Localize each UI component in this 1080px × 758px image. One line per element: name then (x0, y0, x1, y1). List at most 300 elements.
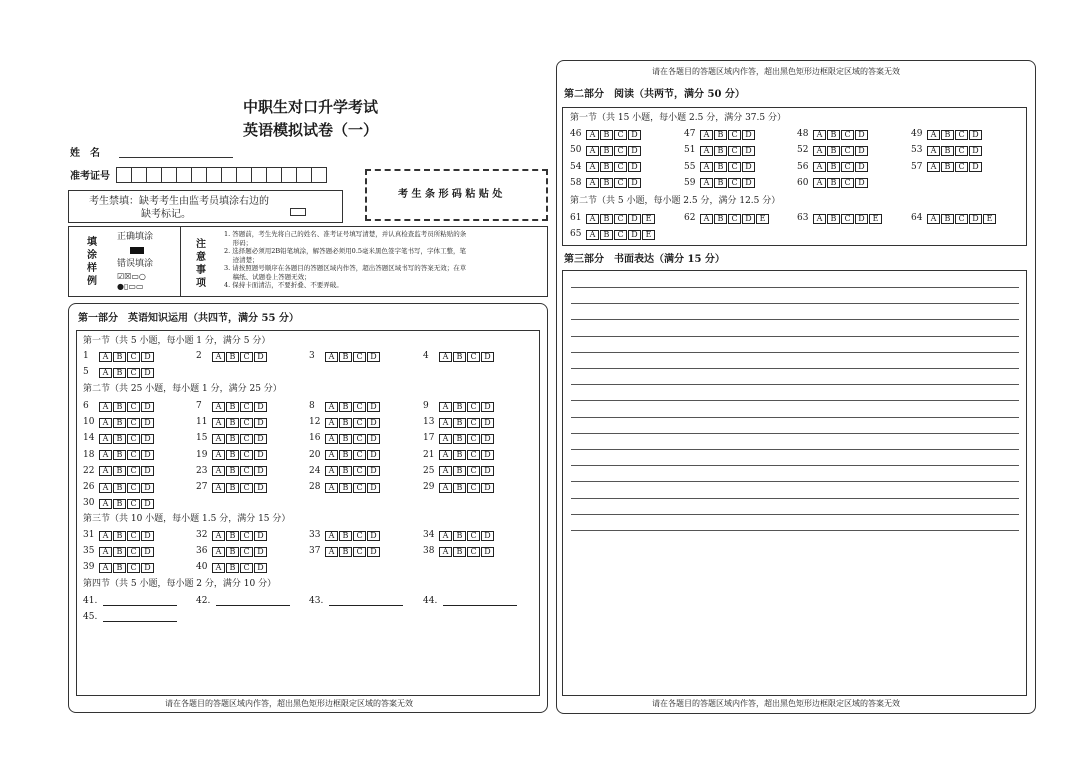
answer-option-b[interactable]: B (453, 352, 466, 362)
answer-option-c[interactable]: C (240, 547, 253, 557)
answer-option-d[interactable]: D (367, 352, 380, 362)
question-number: 17 (423, 433, 435, 444)
answer-option-a[interactable]: A (325, 352, 338, 362)
answer-option-a[interactable]: A (927, 146, 940, 156)
question-53 (911, 145, 983, 156)
answer-option-a[interactable]: A (813, 146, 826, 156)
answer-option-d[interactable]: D (628, 214, 641, 224)
answer-option-b[interactable]: B (113, 402, 126, 412)
answer-option-b[interactable]: B (600, 214, 613, 224)
answer-option-c[interactable]: C (353, 418, 366, 428)
answer-option-a[interactable]: A (586, 230, 599, 240)
answer-option-a[interactable]: A (212, 466, 225, 476)
answer-option-a[interactable]: A (586, 162, 599, 172)
answer-option-d[interactable]: D (481, 450, 494, 460)
answer-option-d[interactable]: D (481, 466, 494, 476)
answer-option-d[interactable]: D (141, 418, 154, 428)
answer-option-c[interactable]: C (240, 531, 253, 541)
question-8 (309, 401, 381, 412)
answer-option-c[interactable]: C (240, 352, 253, 362)
answer-option-b[interactable]: B (113, 466, 126, 476)
answer-option-a[interactable]: A (99, 434, 112, 444)
answer-option-a[interactable]: A (99, 402, 112, 412)
answer-option-d[interactable]: D (481, 483, 494, 493)
question-55 (684, 162, 756, 173)
answer-option-d[interactable]: D (969, 214, 982, 224)
answer-option-b[interactable]: B (113, 563, 126, 573)
answer-option-d[interactable]: D (628, 130, 641, 140)
answer-option-a[interactable]: A (700, 162, 713, 172)
question-40 (196, 562, 268, 573)
answer-option-d[interactable]: D (628, 146, 641, 156)
answer-option-d[interactable]: D (254, 483, 267, 493)
question-number: 58 (570, 177, 582, 188)
question-33 (309, 530, 381, 541)
answer-option-c[interactable]: C (467, 531, 480, 541)
answer-option-b[interactable]: B (453, 450, 466, 460)
answer-option-c[interactable]: C (127, 466, 140, 476)
answer-option-a[interactable]: A (586, 130, 599, 140)
answer-option-c[interactable]: C (467, 547, 480, 557)
answer-option-c[interactable]: C (127, 563, 140, 573)
answer-blank[interactable] (329, 597, 403, 606)
question-30 (83, 498, 155, 509)
answer-option-c[interactable]: C (127, 531, 140, 541)
part1-s3-title: 第三节（共 10 小题，每小题 1.5 分，满分 15 分） (83, 514, 291, 524)
part2-s2-title: 第二节（共 5 小题，每小题 2.5 分，满分 12.5 分） (570, 196, 781, 206)
question-number: 61 (570, 213, 582, 223)
answer-option-d[interactable]: D (141, 368, 154, 378)
answer-option-b[interactable]: B (714, 214, 727, 224)
answer-option-b[interactable]: B (226, 450, 239, 460)
answer-option-b[interactable]: B (226, 418, 239, 428)
answer-option-d[interactable]: D (141, 450, 154, 460)
answer-option-d[interactable]: D (367, 402, 380, 412)
question-22 (83, 466, 155, 477)
absent-mark-box[interactable] (290, 208, 306, 216)
answer-option-b[interactable]: B (339, 352, 352, 362)
question-number: 16 (309, 433, 321, 444)
answer-option-c[interactable]: C (728, 162, 741, 172)
answer-option-a[interactable]: A (700, 214, 713, 224)
answer-option-b[interactable]: B (113, 368, 126, 378)
answer-option-b[interactable]: B (339, 434, 352, 444)
answer-option-d[interactable]: D (141, 483, 154, 493)
answer-option-c[interactable]: C (614, 214, 627, 224)
answer-option-c[interactable]: C (127, 547, 140, 557)
answer-option-a[interactable]: A (700, 146, 713, 156)
answer-option-d[interactable]: D (367, 434, 380, 444)
answer-option-b[interactable]: B (714, 162, 727, 172)
answer-option-a[interactable]: A (325, 531, 338, 541)
answer-option-a[interactable]: A (927, 214, 940, 224)
answer-option-b[interactable]: B (113, 450, 126, 460)
answer-option-d[interactable]: D (969, 162, 982, 172)
answer-option-b[interactable]: B (453, 531, 466, 541)
answer-option-c[interactable]: C (467, 402, 480, 412)
answer-option-d[interactable]: D (742, 146, 755, 156)
answer-option-a[interactable]: A (700, 130, 713, 140)
answer-option-b[interactable]: B (453, 434, 466, 444)
answer-option-a[interactable]: A (927, 162, 940, 172)
answer-option-a[interactable]: A (99, 483, 112, 493)
answer-option-c[interactable]: C (353, 483, 366, 493)
answer-option-d[interactable]: D (254, 531, 267, 541)
question-62 (684, 213, 770, 224)
answer-option-c[interactable]: C (127, 434, 140, 444)
answer-option-c[interactable]: C (614, 162, 627, 172)
answer-option-b[interactable]: B (600, 178, 613, 188)
answer-option-c[interactable]: C (614, 230, 627, 240)
answer-option-b[interactable]: B (827, 130, 840, 140)
answer-option-a[interactable]: A (212, 402, 225, 412)
answer-option-c[interactable]: C (841, 130, 854, 140)
answer-option-b[interactable]: B (113, 418, 126, 428)
answer-option-a[interactable]: A (212, 352, 225, 362)
answer-option-c[interactable]: C (127, 352, 140, 362)
answer-option-c[interactable]: C (353, 352, 366, 362)
answer-option-c[interactable]: C (353, 531, 366, 541)
question-1 (83, 351, 155, 362)
answer-option-d[interactable]: D (481, 352, 494, 362)
answer-option-d[interactable]: D (969, 130, 982, 140)
answer-option-d[interactable]: D (855, 162, 868, 172)
answer-option-b[interactable]: B (453, 547, 466, 557)
answer-option-b[interactable]: B (827, 178, 840, 188)
answer-option-d[interactable]: D (742, 130, 755, 140)
question-number: 46 (570, 129, 582, 139)
answer-option-a[interactable]: A (439, 352, 452, 362)
answer-option-b[interactable]: B (600, 230, 613, 240)
answer-option-b[interactable]: B (113, 483, 126, 493)
fill-in-question-42 (196, 596, 290, 607)
answer-option-c[interactable]: C (127, 418, 140, 428)
answer-option-b[interactable]: B (453, 402, 466, 412)
answer-option-c[interactable]: C (127, 402, 140, 412)
correct-fill-label: 正确填涂 (117, 232, 154, 242)
answer-option-d[interactable]: D (254, 547, 267, 557)
answer-option-b[interactable]: B (941, 130, 954, 140)
answer-option-c[interactable]: C (728, 130, 741, 140)
writing-line (571, 449, 1019, 450)
answer-option-c[interactable]: C (127, 368, 140, 378)
question-number: 62 (684, 213, 696, 223)
answer-option-c[interactable]: C (240, 450, 253, 460)
answer-option-e[interactable]: E (869, 214, 882, 224)
answer-option-b[interactable]: B (600, 130, 613, 140)
writing-line (571, 303, 1019, 304)
question-37 (309, 546, 381, 557)
answer-option-a[interactable]: A (439, 402, 452, 412)
answer-blank[interactable] (103, 613, 177, 622)
question-26 (83, 482, 155, 493)
question-number: 40 (196, 562, 208, 573)
answer-option-a[interactable]: A (439, 418, 452, 428)
answer-option-d[interactable]: D (254, 418, 267, 428)
answer-option-b[interactable]: B (339, 402, 352, 412)
answer-option-c[interactable]: C (467, 418, 480, 428)
answer-option-b[interactable]: B (226, 531, 239, 541)
answer-option-c[interactable]: C (841, 146, 854, 156)
answer-option-b[interactable]: B (339, 418, 352, 428)
answer-option-a[interactable]: A (99, 368, 112, 378)
answer-option-a[interactable]: A (212, 450, 225, 460)
answer-option-d[interactable]: D (742, 162, 755, 172)
answer-option-d[interactable]: D (855, 214, 868, 224)
question-number: 44. (423, 596, 438, 606)
answer-option-c[interactable]: C (353, 434, 366, 444)
answer-option-b[interactable]: B (714, 146, 727, 156)
correct-fill-mark (130, 247, 144, 254)
answer-option-c[interactable]: C (955, 146, 968, 156)
answer-option-a[interactable]: A (99, 352, 112, 362)
answer-option-d[interactable]: D (628, 230, 641, 240)
answer-option-b[interactable]: B (113, 434, 126, 444)
answer-option-a[interactable]: A (439, 466, 452, 476)
answer-option-b[interactable]: B (226, 434, 239, 444)
answer-option-c[interactable]: C (955, 214, 968, 224)
answer-option-a[interactable]: A (439, 531, 452, 541)
answer-option-b[interactable]: B (226, 563, 239, 573)
answer-option-d[interactable]: D (367, 547, 380, 557)
answer-option-a[interactable]: A (439, 434, 452, 444)
answer-option-b[interactable]: B (600, 162, 613, 172)
answer-option-a[interactable]: A (99, 499, 112, 509)
answer-option-d[interactable]: D (855, 178, 868, 188)
question-number: 36 (196, 546, 208, 557)
answer-option-a[interactable]: A (99, 563, 112, 573)
name-field[interactable] (119, 157, 233, 158)
answer-option-b[interactable]: B (113, 499, 126, 509)
answer-option-d[interactable]: D (481, 434, 494, 444)
answer-option-d[interactable]: D (969, 146, 982, 156)
answer-option-a[interactable]: A (212, 547, 225, 557)
answer-option-c[interactable]: C (467, 483, 480, 493)
answer-option-c[interactable]: C (240, 418, 253, 428)
answer-option-a[interactable]: A (325, 547, 338, 557)
answer-option-a[interactable]: A (813, 162, 826, 172)
answer-option-b[interactable]: B (827, 146, 840, 156)
answer-option-c[interactable]: C (467, 434, 480, 444)
answer-option-b[interactable]: B (113, 531, 126, 541)
answer-option-c[interactable]: C (240, 563, 253, 573)
answer-option-e[interactable]: E (756, 214, 769, 224)
answer-option-a[interactable]: A (212, 434, 225, 444)
answer-option-a[interactable]: A (325, 434, 338, 444)
answer-option-b[interactable]: B (339, 483, 352, 493)
answer-option-a[interactable]: A (212, 531, 225, 541)
answer-option-c[interactable]: C (728, 214, 741, 224)
answer-option-d[interactable]: D (742, 214, 755, 224)
answer-option-e[interactable]: E (642, 214, 655, 224)
answer-blank[interactable] (216, 597, 290, 606)
answer-option-d[interactable]: D (367, 418, 380, 428)
question-60 (797, 178, 869, 189)
answer-option-d[interactable]: D (628, 178, 641, 188)
answer-option-a[interactable]: A (99, 466, 112, 476)
answer-option-a[interactable]: A (586, 178, 599, 188)
answer-option-c[interactable]: C (353, 450, 366, 460)
answer-option-b[interactable]: B (113, 352, 126, 362)
answer-option-b[interactable]: B (827, 162, 840, 172)
answer-option-c[interactable]: C (841, 162, 854, 172)
answer-option-c[interactable]: C (240, 466, 253, 476)
answer-option-d[interactable]: D (141, 563, 154, 573)
answer-option-d[interactable]: D (367, 483, 380, 493)
question-number: 1 (83, 351, 89, 361)
answer-option-a[interactable]: A (99, 418, 112, 428)
answer-option-a[interactable]: A (325, 483, 338, 493)
answer-option-d[interactable]: D (254, 450, 267, 460)
answer-option-d[interactable]: D (254, 434, 267, 444)
answer-option-a[interactable]: A (212, 563, 225, 573)
answer-option-d[interactable]: D (254, 563, 267, 573)
answer-option-b[interactable]: B (226, 466, 239, 476)
answer-option-d[interactable]: D (855, 146, 868, 156)
answer-option-a[interactable]: A (813, 214, 826, 224)
answer-option-b[interactable]: B (113, 547, 126, 557)
answer-option-d[interactable]: D (367, 450, 380, 460)
answer-option-c[interactable]: C (240, 402, 253, 412)
answer-option-d[interactable]: D (367, 531, 380, 541)
answer-option-c[interactable]: C (467, 352, 480, 362)
question-number: 25 (423, 465, 435, 476)
notes-vertical: 注 意 事 项 (196, 239, 206, 289)
answer-option-c[interactable]: C (353, 466, 366, 476)
answer-option-b[interactable]: B (941, 146, 954, 156)
answer-option-a[interactable]: A (813, 130, 826, 140)
answer-option-c[interactable]: C (467, 466, 480, 476)
answer-option-a[interactable]: A (927, 130, 940, 140)
answer-blank[interactable] (103, 597, 177, 606)
answer-option-b[interactable]: B (941, 214, 954, 224)
answer-option-b[interactable]: B (453, 466, 466, 476)
answer-option-d[interactable]: D (254, 402, 267, 412)
writing-area[interactable] (562, 270, 1027, 696)
answer-option-d[interactable]: D (481, 402, 494, 412)
answer-option-c[interactable]: C (955, 130, 968, 140)
part1-s1-title: 第一节（共 5 小题，每小题 1 分，满分 5 分） (83, 336, 271, 346)
answer-option-d[interactable]: D (481, 531, 494, 541)
answer-option-b[interactable]: B (714, 178, 727, 188)
answer-option-b[interactable]: B (339, 547, 352, 557)
question-12 (309, 417, 381, 428)
answer-option-a[interactable]: A (325, 466, 338, 476)
answer-option-d[interactable]: D (254, 466, 267, 476)
answer-option-a[interactable]: A (586, 214, 599, 224)
answer-option-a[interactable]: A (212, 418, 225, 428)
answer-option-a[interactable]: A (325, 418, 338, 428)
answer-option-d[interactable]: D (141, 434, 154, 444)
answer-option-c[interactable]: C (728, 146, 741, 156)
answer-option-d[interactable]: D (141, 531, 154, 541)
answer-option-c[interactable]: C (127, 450, 140, 460)
answer-option-c[interactable]: C (841, 178, 854, 188)
answer-option-c[interactable]: C (240, 434, 253, 444)
answer-option-b[interactable]: B (941, 162, 954, 172)
answer-option-a[interactable]: A (700, 178, 713, 188)
answer-option-d[interactable]: D (141, 547, 154, 557)
answer-option-c[interactable]: C (127, 499, 140, 509)
answer-option-b[interactable]: B (339, 466, 352, 476)
question-number: 65 (570, 229, 582, 239)
answer-blank[interactable] (443, 597, 517, 606)
answer-option-c[interactable]: C (955, 162, 968, 172)
answer-option-b[interactable]: B (453, 418, 466, 428)
answer-option-a[interactable]: A (99, 547, 112, 557)
question-number: 55 (684, 161, 696, 172)
answer-option-a[interactable]: A (813, 178, 826, 188)
answer-option-a[interactable]: A (325, 402, 338, 412)
answer-option-d[interactable]: D (367, 466, 380, 476)
answer-option-b[interactable]: B (714, 130, 727, 140)
question-number: 22 (83, 465, 95, 476)
answer-option-c[interactable]: C (614, 178, 627, 188)
answer-option-e[interactable]: E (983, 214, 996, 224)
answer-option-b[interactable]: B (226, 547, 239, 557)
answer-option-c[interactable]: C (353, 547, 366, 557)
answer-option-a[interactable]: A (99, 531, 112, 541)
question-number: 9 (423, 401, 429, 411)
answer-option-c[interactable]: C (841, 214, 854, 224)
answer-option-c[interactable]: C (467, 450, 480, 460)
question-number: 37 (309, 546, 321, 557)
answer-option-b[interactable]: B (226, 352, 239, 362)
answer-option-d[interactable]: D (141, 466, 154, 476)
answer-option-b[interactable]: B (453, 483, 466, 493)
answer-option-c[interactable]: C (728, 178, 741, 188)
answer-option-d[interactable]: D (628, 162, 641, 172)
answer-option-d[interactable]: D (481, 418, 494, 428)
answer-option-a[interactable]: A (439, 547, 452, 557)
answer-option-d[interactable]: D (855, 130, 868, 140)
question-number: 42. (196, 596, 211, 606)
answer-option-a[interactable]: A (586, 146, 599, 156)
answer-option-a[interactable]: A (212, 483, 225, 493)
id-field-cells[interactable] (117, 167, 327, 183)
answer-option-a[interactable]: A (439, 483, 452, 493)
answer-option-d[interactable]: D (481, 547, 494, 557)
question-31 (83, 530, 155, 541)
answer-option-c[interactable]: C (614, 146, 627, 156)
answer-option-c[interactable]: C (614, 130, 627, 140)
answer-option-c[interactable]: C (353, 402, 366, 412)
answer-option-b[interactable]: B (339, 531, 352, 541)
answer-option-d[interactable]: D (742, 178, 755, 188)
answer-option-b[interactable]: B (226, 483, 239, 493)
answer-option-a[interactable]: A (439, 450, 452, 460)
answer-option-e[interactable]: E (642, 230, 655, 240)
answer-option-c[interactable]: C (127, 483, 140, 493)
answer-option-b[interactable]: B (600, 146, 613, 156)
question-32 (196, 530, 268, 541)
writing-line (571, 287, 1019, 288)
answer-option-b[interactable]: B (827, 214, 840, 224)
answer-option-b[interactable]: B (339, 450, 352, 460)
question-number: 38 (423, 546, 435, 557)
answer-option-d[interactable]: D (141, 352, 154, 362)
question-61 (570, 213, 656, 224)
right-top-note: 请在各题目的答题区域内作答，超出黑色矩形边框限定区域的答案无效 (652, 67, 900, 76)
answer-option-a[interactable]: A (325, 450, 338, 460)
answer-option-a[interactable]: A (99, 450, 112, 460)
answer-option-b[interactable]: B (226, 402, 239, 412)
question-number: 21 (423, 449, 435, 460)
answer-option-d[interactable]: D (141, 402, 154, 412)
answer-option-d[interactable]: D (254, 352, 267, 362)
answer-option-d[interactable]: D (141, 499, 154, 509)
answer-option-c[interactable]: C (240, 483, 253, 493)
